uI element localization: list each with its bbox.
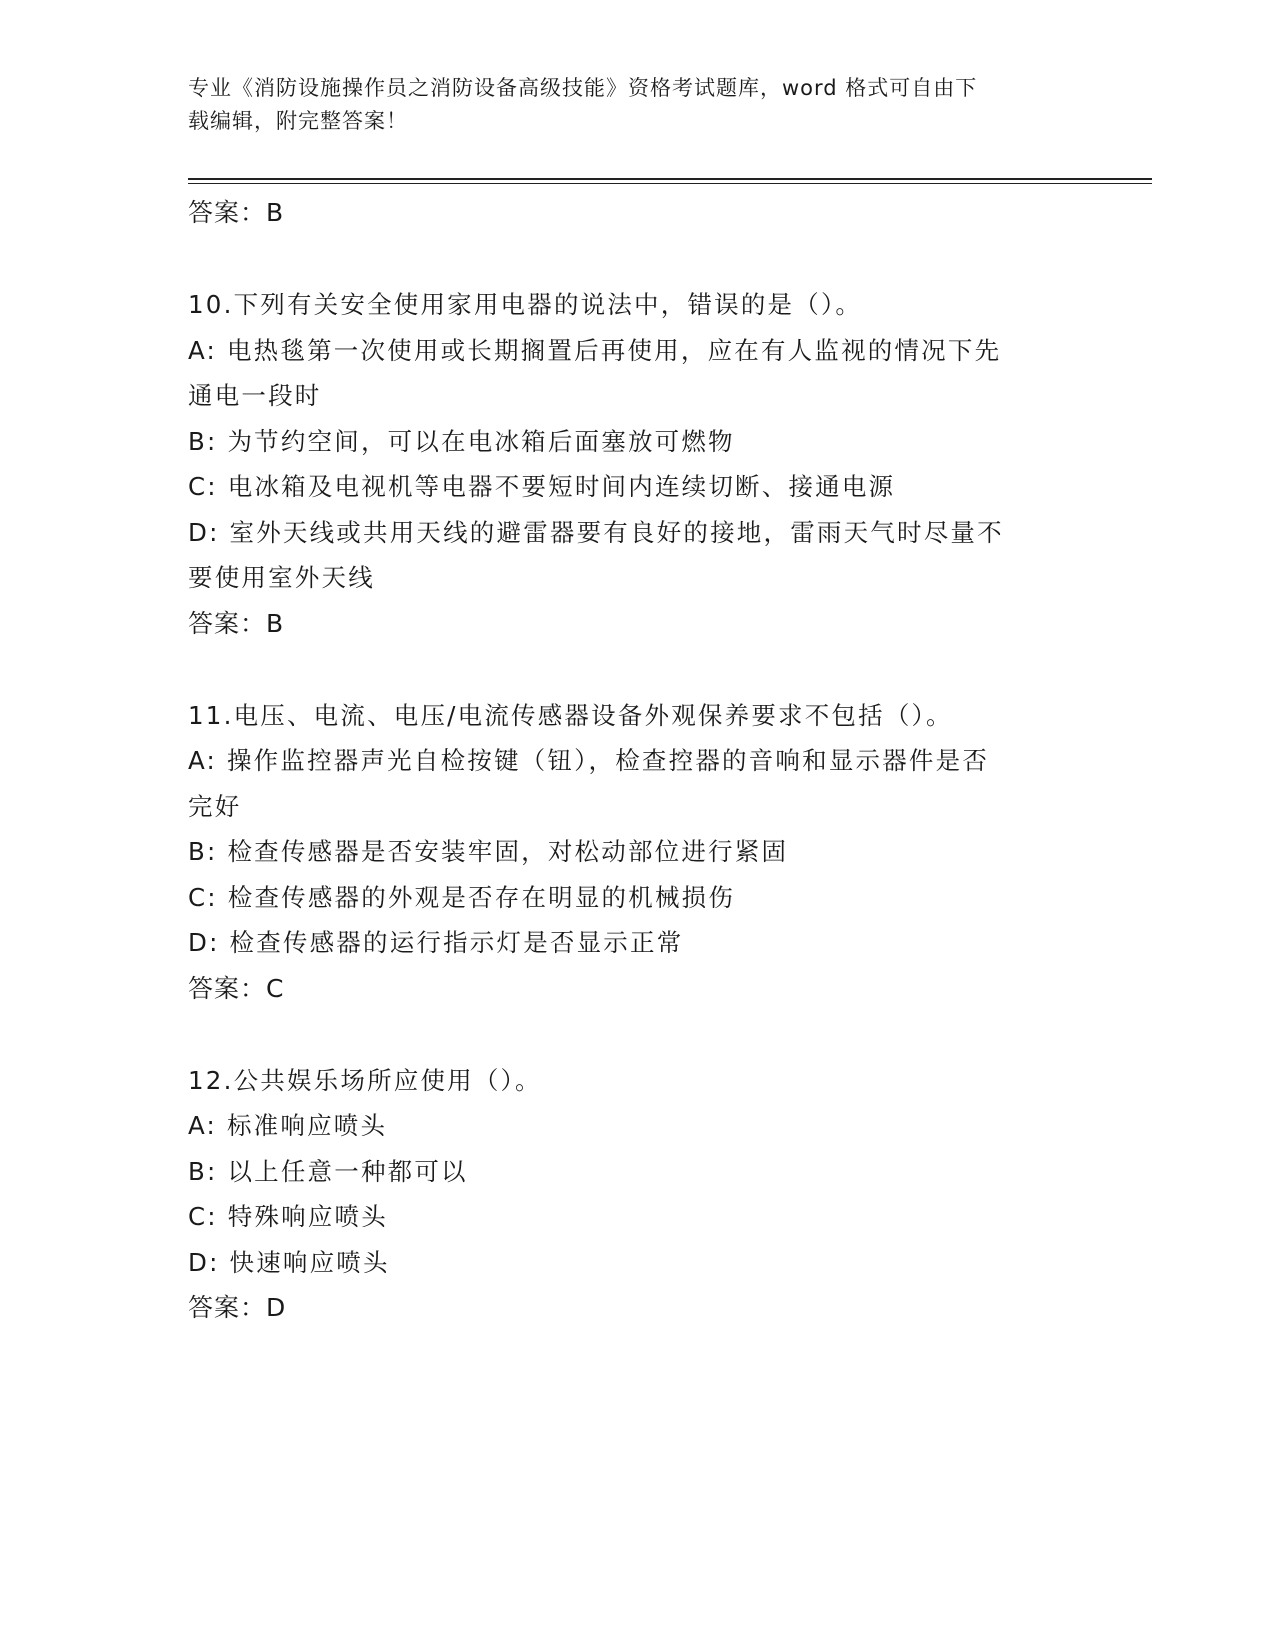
option-a-continued: 通电一段时 — [188, 381, 322, 410]
spacer — [188, 1011, 1088, 1058]
question-stem: 12.公共娱乐场所应使用（）。 — [188, 1065, 542, 1095]
option-c: C: 电冰箱及电视机等电器不要短时间内连续切断、接通电源 — [188, 472, 896, 501]
page-header — [188, 72, 1088, 138]
header-rule-thick — [188, 178, 1152, 180]
option-b: B: 以上任意一种都可以 — [188, 1156, 468, 1186]
question-12 — [188, 1058, 1088, 1331]
question-stem: 10.下列有关安全使用家用电器的说法中，错误的是（）。 — [188, 290, 863, 319]
answer: 答案：D — [188, 1293, 287, 1322]
question-list — [188, 190, 1088, 1330]
option-a-continued: 完好 — [188, 791, 242, 821]
option-a: A: 操作监控器声光自检按键（钮），检查控器的音响和显示器件是否 — [188, 746, 990, 775]
option-c: C: 检查传感器的外观是否存在明显的机械损伤 — [188, 882, 736, 912]
option-c: C: 特殊响应喷头 — [188, 1202, 388, 1231]
spacer — [188, 235, 1088, 282]
option-b: B: 为节约空间，可以在电冰箱后面塞放可燃物 — [188, 426, 735, 456]
option-d: D: 室外天线或共用天线的避雷器要有良好的接地，雷雨天气时尽量不 — [188, 517, 1004, 547]
option-a: A: 标准响应喷头 — [188, 1111, 388, 1140]
option-d: D: 快速响应喷头 — [188, 1247, 390, 1277]
question-10 — [188, 282, 1088, 646]
header-rule-thin — [188, 183, 1152, 184]
spacer — [188, 646, 1088, 693]
question-stem: 11.电压、电流、电压/电流传感器设备外观保养要求不包括（）。 — [188, 700, 953, 730]
header-line-2: 载编辑，附完整答案！ — [188, 109, 408, 133]
option-d-continued: 要使用室外天线 — [188, 563, 375, 592]
option-b: B: 检查传感器是否安装牢固，对松动部位进行紧固 — [188, 837, 789, 866]
question-11 — [188, 693, 1088, 1011]
answer: 答案：B — [188, 608, 285, 638]
answer: 答案：C — [188, 973, 285, 1003]
option-d: D: 检查传感器的运行指示灯是否显示正常 — [188, 928, 684, 957]
header-line-1: 专业《消防设施操作员之消防设备高级技能》资格考试题库，word 格式可自由下 — [188, 76, 978, 100]
option-a: A: 电热毯第一次使用或长期搁置后再使用，应在有人监视的情况下先 — [188, 335, 1002, 365]
previous-answer: 答案：B — [188, 198, 285, 227]
